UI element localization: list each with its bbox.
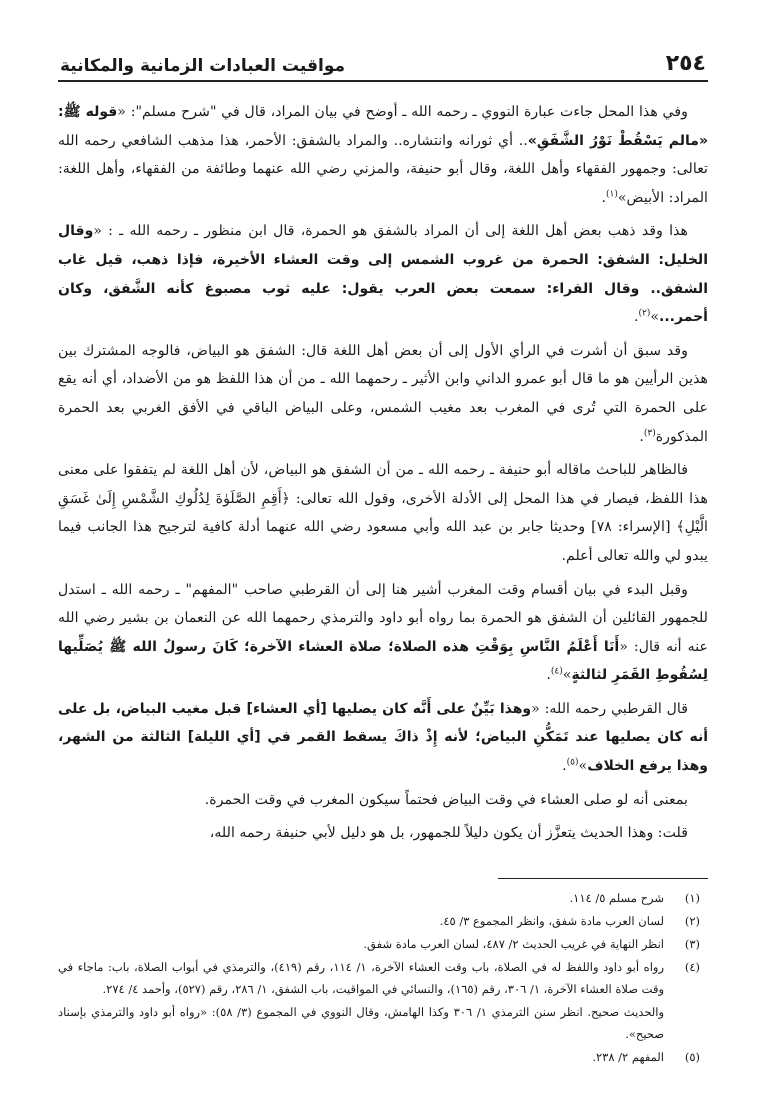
footnote-number: (٥) xyxy=(684,1049,700,1064)
footnote-number: (٢) xyxy=(684,913,700,928)
footnote-ref-5[interactable]: (٥) xyxy=(566,757,579,768)
footnote-ref-3[interactable]: (٣) xyxy=(643,427,656,438)
footnote-text: والحديث صحيح. انظر سنن الترمذي ١/ ٣٠٦ وكذا الهامش، وقال النووي في المجموع (٣/ ٥٨): «رواه أبو داود والترمذي بإسناد صحيح». xyxy=(58,1004,665,1041)
footnote-item xyxy=(58,956,708,1000)
paragraph-qurtubi-quote xyxy=(58,695,708,781)
p6-end: . xyxy=(562,758,567,775)
footnote-text: لسان العرب مادة شفق، وانظر المجموع ٣/ ٤٥. xyxy=(439,913,664,928)
p2-close: » xyxy=(650,309,660,326)
p1-text: وفي هذا المحل جاءت عبارة النووي ـ رحمه الله ـ أوضح في بيان المراد، قال في "شرح مسلم": « xyxy=(117,104,688,120)
p1-end: . xyxy=(601,189,606,206)
p1-bold: قوله ﷺ: «مالم يَسْقُطْ نَوْرُ الشَّفَقِ» xyxy=(58,104,708,149)
footnote-number: (٣) xyxy=(684,936,700,951)
p6-close: » xyxy=(578,758,588,775)
p4-text: فالظاهر للباحث ماقاله أبو حنيفة ـ رحمه الله ـ من أن الشفق هو البياض، لأن أهل اللغة لم يتفقوا على معنى هذا اللفظ، فيصار في هذا المحل إلى الأدلة الأخرى، وقول الله تعالى: ﴿أَقِمِ الصَّلَوٰةَ لِدُلُوكِ الشَّمْسِ إِلَىٰ غَسَقِ الَّيْلِ﴾ [الإسراء: ٧٨] وحديثا جابر بن عبد الله وأبي مسعود رضي الله عنهما أدلة كافية لترجيح هذا الجانب فيما يبدو لي والله تعالى أعلم. xyxy=(58,462,708,564)
paragraph-qurtubi xyxy=(58,576,708,690)
running-title: مواقيت العبادات الزمانية والمكانية xyxy=(60,56,345,76)
p5-end: . xyxy=(546,667,551,684)
paragraph-addad xyxy=(58,337,708,451)
p5-close: » xyxy=(562,667,572,684)
p1-text-2: .. أي ثورانه وانتشاره.. والمراد بالشفق: الأحمر، هذا مذهب الشافعي رحمه الله تعالى: وجمهور الفقهاء وأهل اللغة، وقال أبو حنيفة، والمزني رضي الله عنهما وطائفة من الفقهاء، وأهل اللغة: المراد: الأبيض» xyxy=(58,132,708,206)
p3-text: وقد سبق أن أشرت في الرأي الأول إلى أن بعض أهل اللغة قال: الشفق هو البياض، فالوجه المشترك بين هذين الرأيين هو ما قال أبو عمرو الداني وابن الأثير ـ رحمهما الله ـ من أن هذا اللفظ هو من الأضداد، أي أنه يقع على الحمرة التي تُرى في المغرب بعد مغيب الشمس، وعلى البياض الباقي في الأفق الغربي بعد الحمرة المذكورة xyxy=(58,342,708,445)
footnote-text: انظر النهاية في غريب الحديث ٢/ ٤٨٧، لسان العرب مادة شفق. xyxy=(363,936,664,951)
footnote-item xyxy=(58,933,708,955)
footnotes xyxy=(58,887,708,1068)
p2-text: هذا وقد ذهب بعض أهل اللغة إلى أن المراد بالشفق هو الحمرة، قال ابن منظور ـ رحمه الله ـ : « xyxy=(93,223,688,240)
page-number: ٢٥٤ xyxy=(665,51,706,76)
footnote-item xyxy=(58,887,708,909)
footnote-item xyxy=(58,1001,708,1045)
p3-end: . xyxy=(639,428,644,445)
footnote-ref-4[interactable]: (٤) xyxy=(550,666,563,677)
footnote-text: شرح مسلم ٥/ ١١٤. xyxy=(569,890,664,905)
main-text xyxy=(58,98,708,848)
paragraph-nawawi xyxy=(58,98,708,212)
footnote-ref-2[interactable]: (٢) xyxy=(638,308,651,319)
paragraph-meaning: بمعنى أنه لو صلى العشاء في وقت البياض فحتماً سيكون المغرب في وقت الحمرة. xyxy=(204,791,688,808)
footnote-number: (١) xyxy=(684,890,700,905)
footnote-text: المفهم ٢/ ٢٣٨. xyxy=(592,1049,664,1064)
p6-text: قال القرطبي رحمه الله: « xyxy=(531,700,688,717)
paragraph-preference xyxy=(58,456,708,570)
footnote-ref-1[interactable]: (١) xyxy=(605,189,618,200)
p2-end: . xyxy=(633,309,639,326)
paragraph-comment: قلت: وهذا الحديث يتعزَّز أن يكون دليلاً للجمهور، بل هو دليل لأبي حنيفة رحمه الله، xyxy=(209,825,688,842)
page-header xyxy=(58,42,708,82)
footnote-item xyxy=(58,1046,708,1068)
footnote-number: (٤) xyxy=(684,959,700,974)
footnote-number xyxy=(664,1001,708,1045)
page xyxy=(58,42,708,1069)
footnote-text: رواه أبو داود واللفظ له في الصلاة، باب وقت العشاء الآخرة، ١/ ١١٤، رقم (٤١٩)، والترمذي في أبواب الصلاة، باب: ماجاء في وقت صلاة العشاء الآخرة، ١/ ٣٠٦، رقم (١٦٥)، والنسائي في المواقيت، باب الشفق، ١/ ٢٨٦، رقم (٥٢٧)، وأحمد ٤/ ٢٧٤. xyxy=(58,959,665,996)
p2-bold: وقال الخليل: الشفق: الحمرة من غروب الشمس إلى وقت العشاء الأخيرة، فإذا ذهب، قيل غاب الشفق.. وقال الفراء: سمعت بعض العرب يقول: عليه ثوب مصبوغ كأنه الشَّفق، وكان أحمر... xyxy=(58,223,708,326)
p5-hadith: أَنَا أَعْلَمُ النَّاسِ بِوَقْتِ هذه الصلاة؛ صلاة العشاء الآخرة؛ كَانَ رسولُ الله ﷺ يُصَلِّيها لِسُقُوطِ القَمَرِ لثالثةٍ xyxy=(58,638,708,684)
footnote-item xyxy=(58,910,708,932)
paragraph-ibn-manzur xyxy=(58,217,708,331)
p5-text: وقبل البدء في بيان أقسام وقت المغرب أشير هنا إلى أن القرطبي صاحب "المفهم" ـ رحمه الله ـ استدل للجمهور القائلين أن الشفق هو الحمرة بما رواه أبو داود والترمذي رحمهما الله عن النعمان بن بشير رضي الله عنه أنه قال: « xyxy=(58,581,708,655)
footnote-divider xyxy=(498,878,708,879)
p6-bold: وهذا بَيِّنٌ على أَنَّه كان يصليها [أي العشاء] قبل مغيب البياض، بل على أنه كان يصليها عند تَمَكُّنِ البياض؛ لأنه إِذْ ذاكَ يسقط القمر في [أي الليلة] الثالثة من الشهر، وهذا يرفع الخلاف xyxy=(58,700,708,775)
